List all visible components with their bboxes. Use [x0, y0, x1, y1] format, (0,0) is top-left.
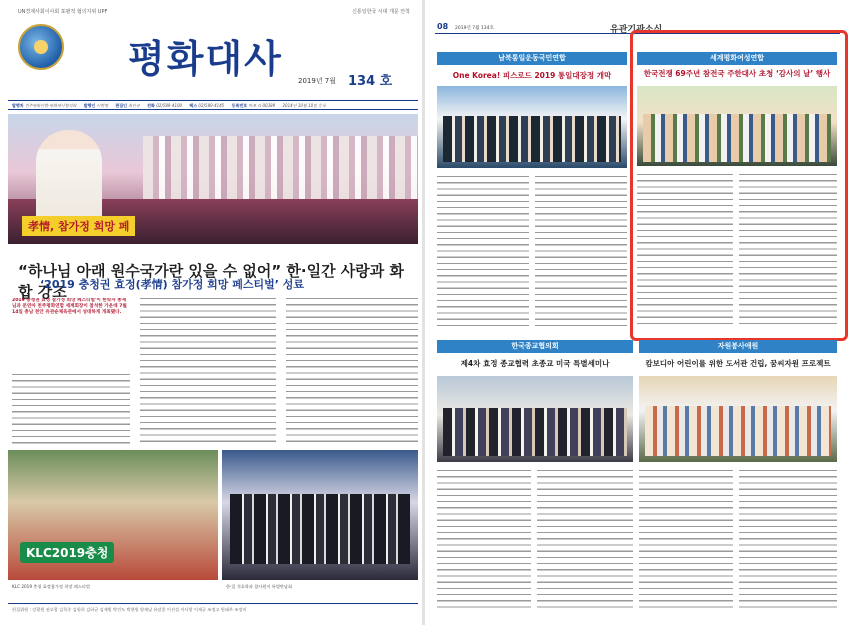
section-title: 유관기관소식 [610, 25, 663, 35]
info-item: 2014년 10월 10일 등록 [282, 103, 327, 108]
interfaith-seminar-photo [437, 376, 633, 462]
article-title-peace-road: One Korea! 피스로드 2019 통일대장정 개막 [452, 71, 612, 80]
section-bar-volunteer: 자원봉사애원 [639, 340, 837, 353]
info-item: 전화 02)589-4100 [147, 103, 183, 108]
library-column-1 [639, 470, 733, 610]
editorial-footer: 편집위원 : 강광원 권오광 김목중 김원희 김하균 김재원 박진도 박현원 양재남 유달종 이선섭 이사랑 이재균 조정고 원태주 조정미 [8, 603, 418, 615]
publisher-info-bar [8, 100, 418, 110]
caption-bottom-right: 한·일 석호학과 참사원이 특별만남회 [226, 584, 293, 589]
info-item: 발행처 천주평화연합·평화대사협의회 [12, 103, 77, 108]
klc-badge: KLC2019충청 [20, 542, 114, 563]
masthead-title: 평화대사 [128, 37, 283, 81]
peace-road-column-1 [437, 176, 529, 326]
top-strip [8, 4, 418, 18]
info-item: 팩스 02)589-4145 [189, 103, 225, 108]
seminar-column-1 [437, 470, 531, 610]
info-item: 발행인 이현영 [83, 103, 109, 108]
top-strip-left: UN경제사회이사회 포괄적 협의지위 UPF [18, 9, 108, 15]
page-date: 2019년 7월 134호 [455, 26, 494, 31]
peace-road-photo [437, 86, 627, 168]
main-headline: “하나님 아래 원수국가란 있을 수 없어” 한·일간 사랑과 화합 강조 [18, 262, 404, 301]
section-bar-religion-council: 한국종교협의회 [437, 340, 633, 353]
group-photo [443, 408, 627, 456]
group-photo [443, 116, 621, 162]
issue-number: 134 호 [348, 74, 393, 89]
sub-headline: ‘2019 충청권 효정(孝情) 참가정 희망 페스티벌’ 성료 [40, 278, 305, 291]
top-strip-right: 신통일한국 시대 개문 안착 [352, 9, 410, 15]
bottom-right-photo [222, 450, 418, 580]
crowd-photo-area [143, 136, 418, 206]
main-event-photo [8, 114, 418, 244]
highlight-frame [630, 30, 848, 341]
seminar-column-2 [537, 470, 633, 610]
article-title-gratitude-day: 한국전쟁 69주년 참전국 주한대사 초청 ‘감사의 날’ 행사 [643, 69, 831, 78]
people-row [230, 494, 410, 564]
article-title-interfaith-seminar: 제4차 효정 종교협력 초종교 미국 특별세미나 [460, 359, 610, 368]
info-item: 편집인 최인규 [115, 103, 140, 108]
masthead [8, 18, 418, 88]
group-photo [645, 406, 831, 456]
section-bar-women-federation: 세계평화여성연합 [637, 52, 837, 65]
upf-emblem-logo [18, 24, 64, 70]
section-bar-unification: 남북통일운동국민연합 [437, 52, 627, 65]
article-column-2 [140, 298, 276, 444]
article-column-3 [286, 298, 418, 444]
event-banner: 孝情, 참가정 희망 페 [22, 216, 135, 236]
bottom-left-photo [8, 450, 218, 580]
info-item: 등록번호 마포 라 00389 [231, 103, 276, 108]
article-column-1 [12, 374, 130, 444]
newsletter-inner-page [425, 0, 850, 625]
lead-paragraph: 2019 충청권 효정 참가정 희망 페스티벌'이 한학자 총재님과 문연아 천주평화연합 세계회장이 참석한 가운데 7월 14일 충남 천안 유관순체육관에서 성대하게 개최됐다. [12, 298, 127, 316]
library-column-2 [739, 470, 837, 610]
page-number: 08 [437, 22, 449, 31]
cambodia-library-photo [639, 376, 837, 462]
caption-bottom-left: KLC 2019 충청 효정참가정 희망 페스티벌 [12, 584, 90, 589]
issue-date: 2019년 7월 [298, 77, 337, 85]
peace-road-column-2 [535, 176, 627, 326]
article-title-cambodia-library: 캄보디아 어린이를 위한 도서관 건립, 꿈씨자원 프로젝트 [645, 359, 831, 368]
